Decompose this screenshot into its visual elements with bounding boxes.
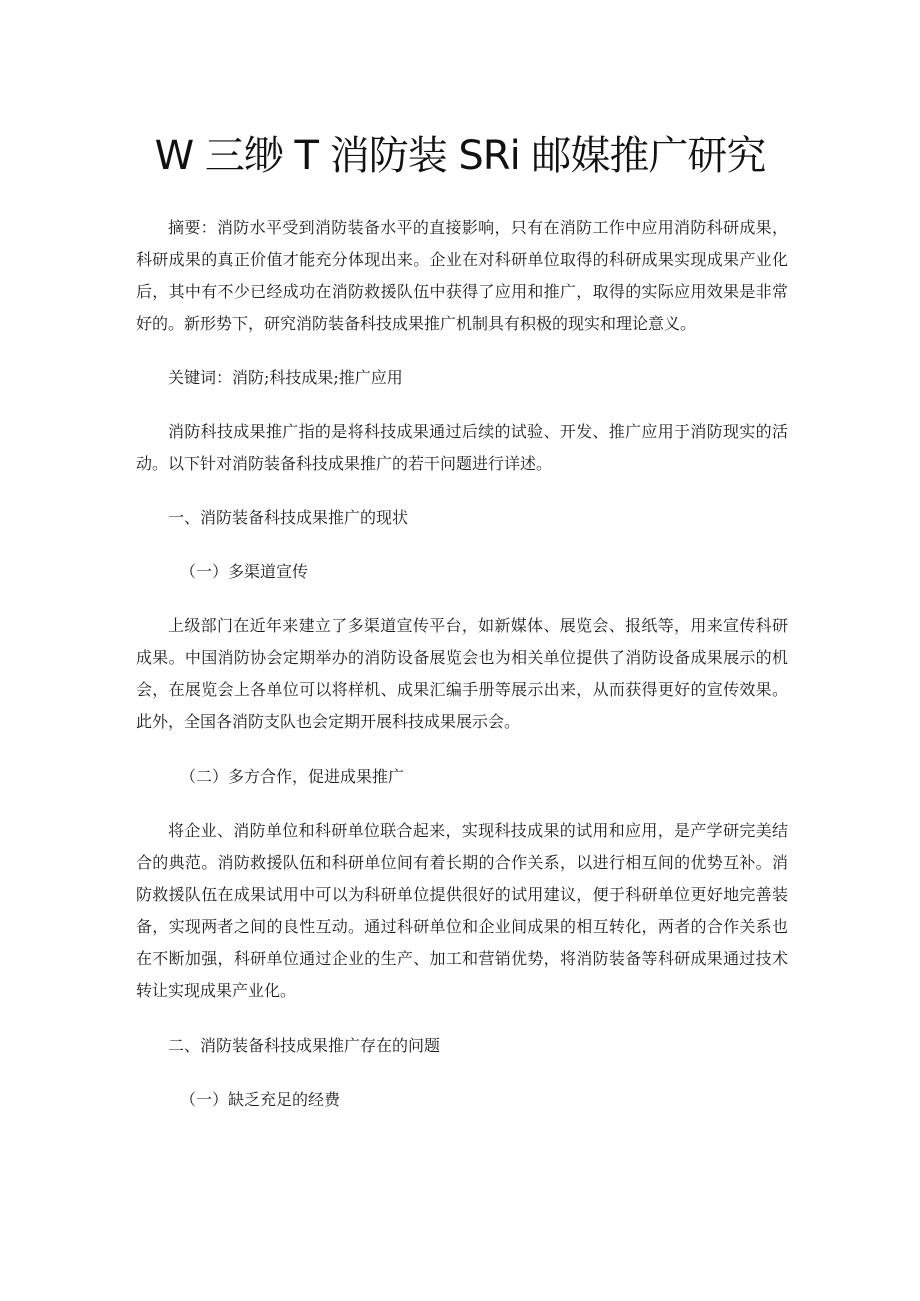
section-2-1-heading: （一）缺乏充足的经费 (180, 1090, 341, 1109)
document-title: W 三缈 T 消防装 SRi 邮媒推广研究 (154, 133, 766, 179)
section-1-2-heading: （二）多方合作，促进成果推广 (180, 767, 405, 786)
abstract-paragraph: 摘要：消防水平受到消防装备水平的直接影响，只有在消防工作中应用消防科研成果，科研成果的真正价值才能充分体现出来。企业在对科研单位取得的科研成果实现成果产业化后，其中有不少已经成功在消防救援队伍中获得了应用和推广，取得的实际应用效果是非常好的。新形势下，研究消防装备科技成果推广机制具有积极的现实和理论意义。 (136, 218, 788, 333)
section-1-heading: 一、消防装备科技成果推广的现状 (168, 508, 409, 527)
section-1-2-paragraph: 将企业、消防单位和科研单位联合起来，实现科技成果的试用和应用，是产学研完美结合的典范。消防救援队伍和科研单位间有着长期的合作关系，以进行相互间的优势互补。消防救援队伍在成果试用中可以为科研单位提供很好的试用建议，便于科研单位更好地完善装备，实现两者之间的良性互动。通过科研单位和企业间成果的相互转化，两者的合作关系也在不断加强，科研单位通过企业的生产、加工和营销优势，将消防装备等科研成果通过技术转让实现成果产业化。 (136, 821, 788, 1000)
document-body (136, 212, 788, 1116)
intro-paragraph: 消防科技成果推广指的是将科技成果通过后续的试验、开发、推广应用于消防现实的活动。以下针对消防装备科技成果推广的若干问题进行详述。 (136, 422, 788, 473)
keywords-line: 关键词：消防;科技成果;推广应用 (168, 368, 403, 387)
section-2-heading: 二、消防装备科技成果推广存在的问题 (168, 1036, 441, 1055)
section-1-1-heading: （一）多渠道宣传 (180, 562, 309, 581)
section-1-1-paragraph: 上级部门在近年来建立了多渠道宣传平台，如新媒体、展览会、报纸等，用来宣传科研成果。中国消防协会定期举办的消防设备展览会也为相关单位提供了消防设备成果展示的机会，在展览会上各单位可以将样机、成果汇编手册等展示出来，从而获得更好的宣传效果。此外，全国各消防支队也会定期开展科技成果展示会。 (136, 616, 788, 731)
